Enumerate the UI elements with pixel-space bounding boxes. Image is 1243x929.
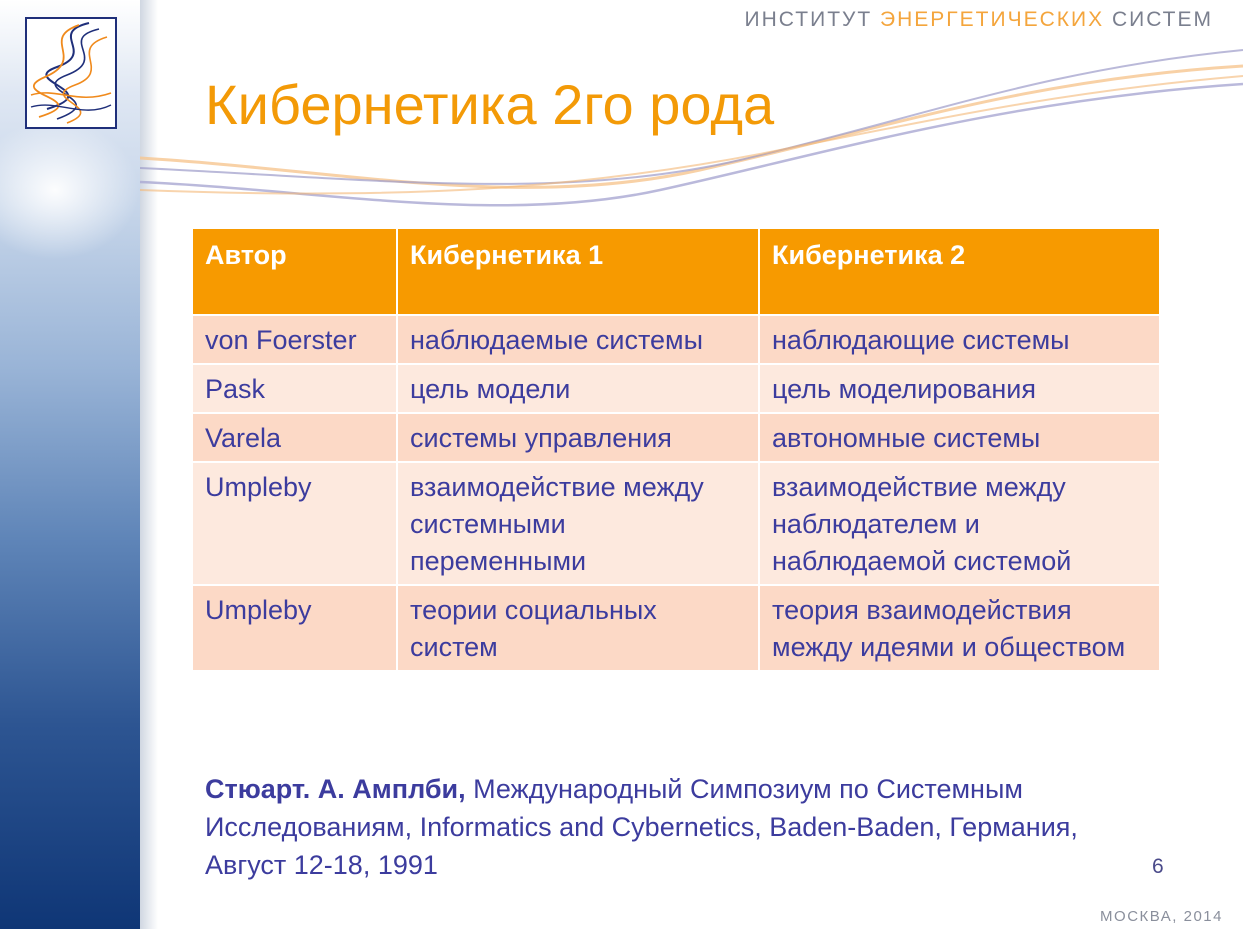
table-row — [192, 364, 1160, 413]
cell-author: Varela — [192, 413, 397, 462]
cell-author: Umpleby — [192, 462, 397, 585]
header-cybernetics-2: Кибернетика 2 — [759, 228, 1160, 315]
cell-cybernetics-2: автономные системы — [759, 413, 1160, 462]
header-author: Автор — [192, 228, 397, 315]
cell-cybernetics-1: наблюдаемые системы — [397, 315, 759, 364]
cell-author: Pask — [192, 364, 397, 413]
cell-author: Umpleby — [192, 585, 397, 671]
institute-name-part3: СИСТЕМ — [1104, 8, 1213, 31]
cell-cybernetics-1: взаимодействие между системными переменными — [397, 462, 759, 585]
institute-name-part1: ИНСТИТУТ — [744, 8, 881, 31]
table-row — [192, 315, 1160, 364]
cell-cybernetics-1: системы управления — [397, 413, 759, 462]
cybernetics-comparison-table — [191, 227, 1161, 672]
cell-cybernetics-2: взаимодействие между наблюдателем и наблюдаемой системой — [759, 462, 1160, 585]
cell-cybernetics-1: цель модели — [397, 364, 759, 413]
reference-citation — [205, 770, 1085, 884]
footer-city-year: МОСКВА, 2014 — [1100, 908, 1223, 925]
cell-cybernetics-2: цель моделирования — [759, 364, 1160, 413]
reference-author: Стюарт. А. Амплби, — [205, 774, 466, 804]
logo-waves-icon — [27, 19, 115, 127]
institute-name-part2: ЭНЕРГЕТИЧЕСКИХ — [880, 8, 1105, 31]
slide-title: Кибернетика 2го рода — [205, 73, 775, 136]
cell-cybernetics-2: теория взаимодействия между идеями и обществом — [759, 585, 1160, 671]
institute-logo — [25, 17, 117, 129]
slide-number: 6 — [1152, 855, 1164, 878]
cell-cybernetics-2: наблюдающие системы — [759, 315, 1160, 364]
institute-name — [745, 8, 1213, 32]
table-header-row — [192, 228, 1160, 315]
cell-author: von Foerster — [192, 315, 397, 364]
header-cybernetics-1: Кибернетика 1 — [397, 228, 759, 315]
table-row — [192, 413, 1160, 462]
reference-text: Международный Симпозиум по Системным Исследованиям, Informatics and Cybernetics, Baden-Baden, Германия, Август 12-18, 1991 — [205, 774, 1078, 880]
table-row — [192, 585, 1160, 671]
sidebar-glow — [0, 120, 140, 260]
table-row — [192, 462, 1160, 585]
cell-cybernetics-1: теории социальных систем — [397, 585, 759, 671]
